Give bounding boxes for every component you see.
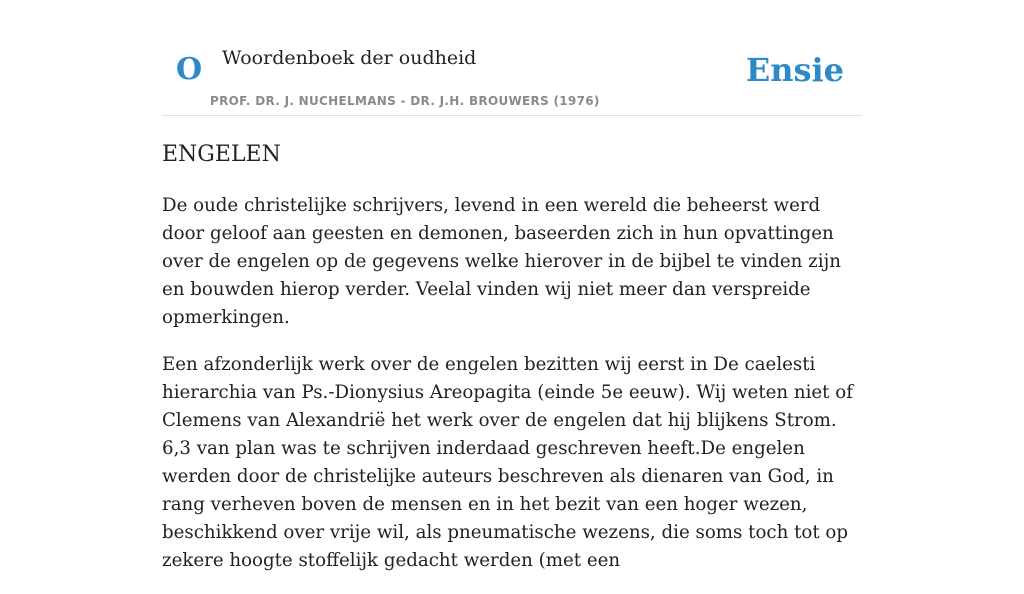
entry-paragraph: De oude christelijke schrijvers, levend in een wereld die beheerst werd door geloof aan geesten en demonen, baseerden zich in hun opvattingen over de engelen op de gegevens welke hierover in de bijbel te vinden zijn en bouwden hierop verder. Veelal vinden wij niet meer dan verspreide opmerkingen. bbox=[162, 195, 841, 328]
entry-paragraph: Een afzonderlijk werk over de engelen bezitten wij eerst in De caelesti hierarchia van Ps.-Dionysius Areopagita (einde 5e eeuw). Wij weten niet of Clemens van Alexandrië het werk over de engelen dat hij blijkens Strom. 6,3 van plan was te schrijven inderdaad geschreven heeft.De engelen werden door de christelijke auteurs beschreven als dienaren van God, in rang verheven boven de mensen en in het bezit van een hoger wezen, beschikkend over vrije wil, als pneumatische wezens, die soms toch tot op zekere hoogte stoffelijk gedacht werden (met een bbox=[162, 354, 853, 571]
header bbox=[162, 0, 862, 116]
book-title[interactable]: Woordenboek der oudheid bbox=[222, 47, 477, 69]
ensie-logo-link[interactable]: Ensie bbox=[745, 51, 844, 89]
dictionary-letter[interactable]: O bbox=[176, 52, 203, 87]
entry-content bbox=[162, 192, 862, 594]
entry-title: ENGELEN bbox=[162, 142, 281, 167]
book-authors: PROF. DR. J. NUCHELMANS - DR. J.H. BROUWERS (1976) bbox=[210, 94, 600, 108]
